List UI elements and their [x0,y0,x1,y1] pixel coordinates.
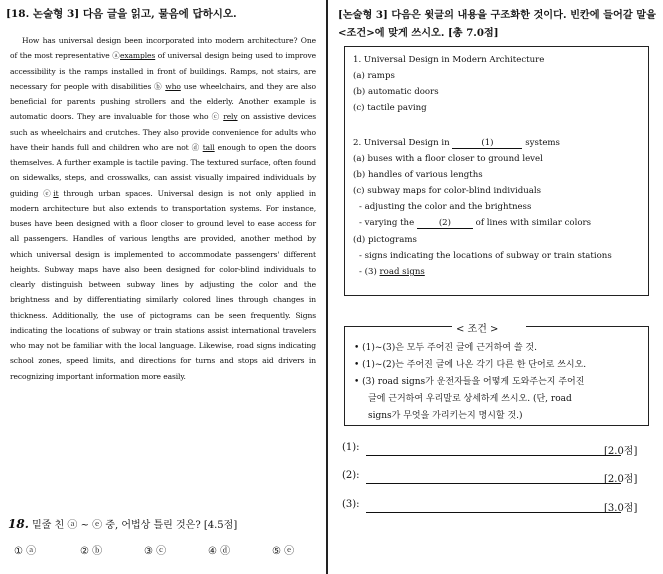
marker-e: ⓔ [43,188,54,198]
condition-item: • (3) road signs가 운전자들을 어떻게 도와주는지 주어진 [354,377,585,387]
marker-a: ⓐ [112,51,121,61]
passage-text: on assistive devices such as wheelchairs and crutches. They also provide convenience for adults who have their hands full and children who are not [10,112,316,152]
section-2-subitem: - signs indicating the locations of subway or train stations [359,251,612,261]
section-1-item: (b) automatic doors [353,87,439,97]
section-2-item: (c) subway maps for color-blind individuals [353,186,542,196]
column-divider [326,0,328,574]
outline-box [344,46,649,296]
marker-b: ⓑ [154,81,163,91]
passage-text: enough to open the doors themselves. A further example is tactile paving. The textured surface, often found on sidewalks, steps, and crosswalks, can assist visually impaired individuals by guiding [10,142,316,198]
section-2-item: (b) handles of various lengths [353,170,483,180]
condition-item: • (1)~(2)는 주어진 글에 나온 각기 다른 한 단어로 쓰시오. [354,360,587,370]
section-1-item: (c) tactile paving [353,103,427,113]
question-number: 18. [8,517,29,531]
subitem-text: - varying the [359,218,415,228]
section-2-item: (a) buses with a floor closer to ground level [353,154,543,164]
answer-label-1: (1): [342,442,360,453]
marker-d: ⓓ [191,142,200,152]
question-header: [18. 논술형 3] 다음 글을 읽고, 물음에 답하시오. [6,8,237,20]
right-column [336,0,658,574]
subitem-text: - (3) [359,267,380,277]
answer-points-2: [2.0점] [604,474,638,485]
underlined-b: who [165,81,181,91]
passage-text: of universal design being used to improve accessibility is the ramps installed in front of buildings. Ramps, not stairs, are necessary for people with disabilities [10,51,316,91]
reading-passage [10,33,316,384]
section-2-subitem: - adjusting the color and the brightness [359,202,532,212]
condition-item: signs가 무엇을 가리키는지 명시할 것.) [368,411,523,421]
section-1-title: 1. Universal Design in Modern Architecture [353,55,545,65]
underlined-road-signs: road signs [379,267,425,277]
section-2-subitem [359,267,425,277]
answer-line-1[interactable] [366,455,621,456]
answer-line-3[interactable] [366,512,621,513]
option-2[interactable]: ② ⓑ [80,546,103,557]
condition-item: • (1)~(3)은 모두 주어진 글에 근거하여 쓸 것. [354,343,537,353]
condition-item: 글에 근거하여 우리말로 상세하게 쓰시오. (단, road [368,394,572,404]
underlined-c: rely [223,112,238,122]
option-5[interactable]: ⑤ ⓔ [272,546,295,557]
section-2-subitem [359,218,591,229]
question-18 [8,516,237,531]
answer-line-2[interactable] [366,483,621,484]
option-4[interactable]: ④ ⓓ [208,546,231,557]
blank-2[interactable]: (2) [417,218,473,229]
marker-c: ⓒ [211,112,220,122]
option-3[interactable]: ③ ⓒ [144,546,167,557]
section-1-item: (a) ramps [353,71,395,81]
passage-text: How has universal design been incorporated into modern architecture? One of the most representative [10,36,316,61]
answer-label-3: (3): [342,499,360,510]
subitem-text: of lines with similar colors [475,218,592,228]
answer-points-3: [3.0점] [604,503,638,514]
underlined-d: tall [202,142,215,152]
section-2-item: (d) pictograms [353,235,417,245]
option-1[interactable]: ① ⓐ [14,546,37,557]
blank-1[interactable]: (1) [452,138,522,149]
answer-label-2: (2): [342,470,360,481]
passage-text: through urban spaces. Universal design is not only applied in modern architecture but also extends to transportation systems. For instance, buses have been designed with a floor closer to ground level to ease access for all passengers. Handles of various lengths are provided, another method by which universal design is implemented to accommodate passengers' different heights. Subway maps have also been designed for color-blind individuals to clearly distinguish between subway lines by adjusting the color and the brightness and by differentiating similarly colored lines through changes in thickness. Additionally, the use of pictograms can be seen frequently. Signs indicating the locations of subway or train stations assist international travelers who may not be familiar with the local language. Likewise, road signs indicating school zones, speed limits, and directions for turns and stops aid drivers in recognizing important information more easily. [10,188,317,381]
conditions-title: < 조건 > [456,324,499,335]
left-column [6,0,322,574]
underlined-e: it [53,188,59,198]
essay-header: [논술형 3] 다음은 윗글의 내용을 구조화한 것이다. 빈칸에 들어갈 말을 <조건>에 맞게 쓰시오. [총 7.0점] [338,9,656,39]
section-2-title [353,138,560,149]
section-2-title-text: 2. Universal Design in [353,138,450,148]
underlined-a: examples [120,51,156,61]
passage-text: use wheelchairs, and they are also beneficial for parents pushing strollers and the elderly. Another example is automatic doors. They are invaluable for those who [10,81,316,122]
question-text: 밑줄 친 ⓐ ~ ⓔ 중, 어법상 틀린 것은? [4.5점] [32,520,238,531]
section-2-title-text: systems [525,138,560,148]
answer-points-1: [2.0점] [604,446,638,457]
